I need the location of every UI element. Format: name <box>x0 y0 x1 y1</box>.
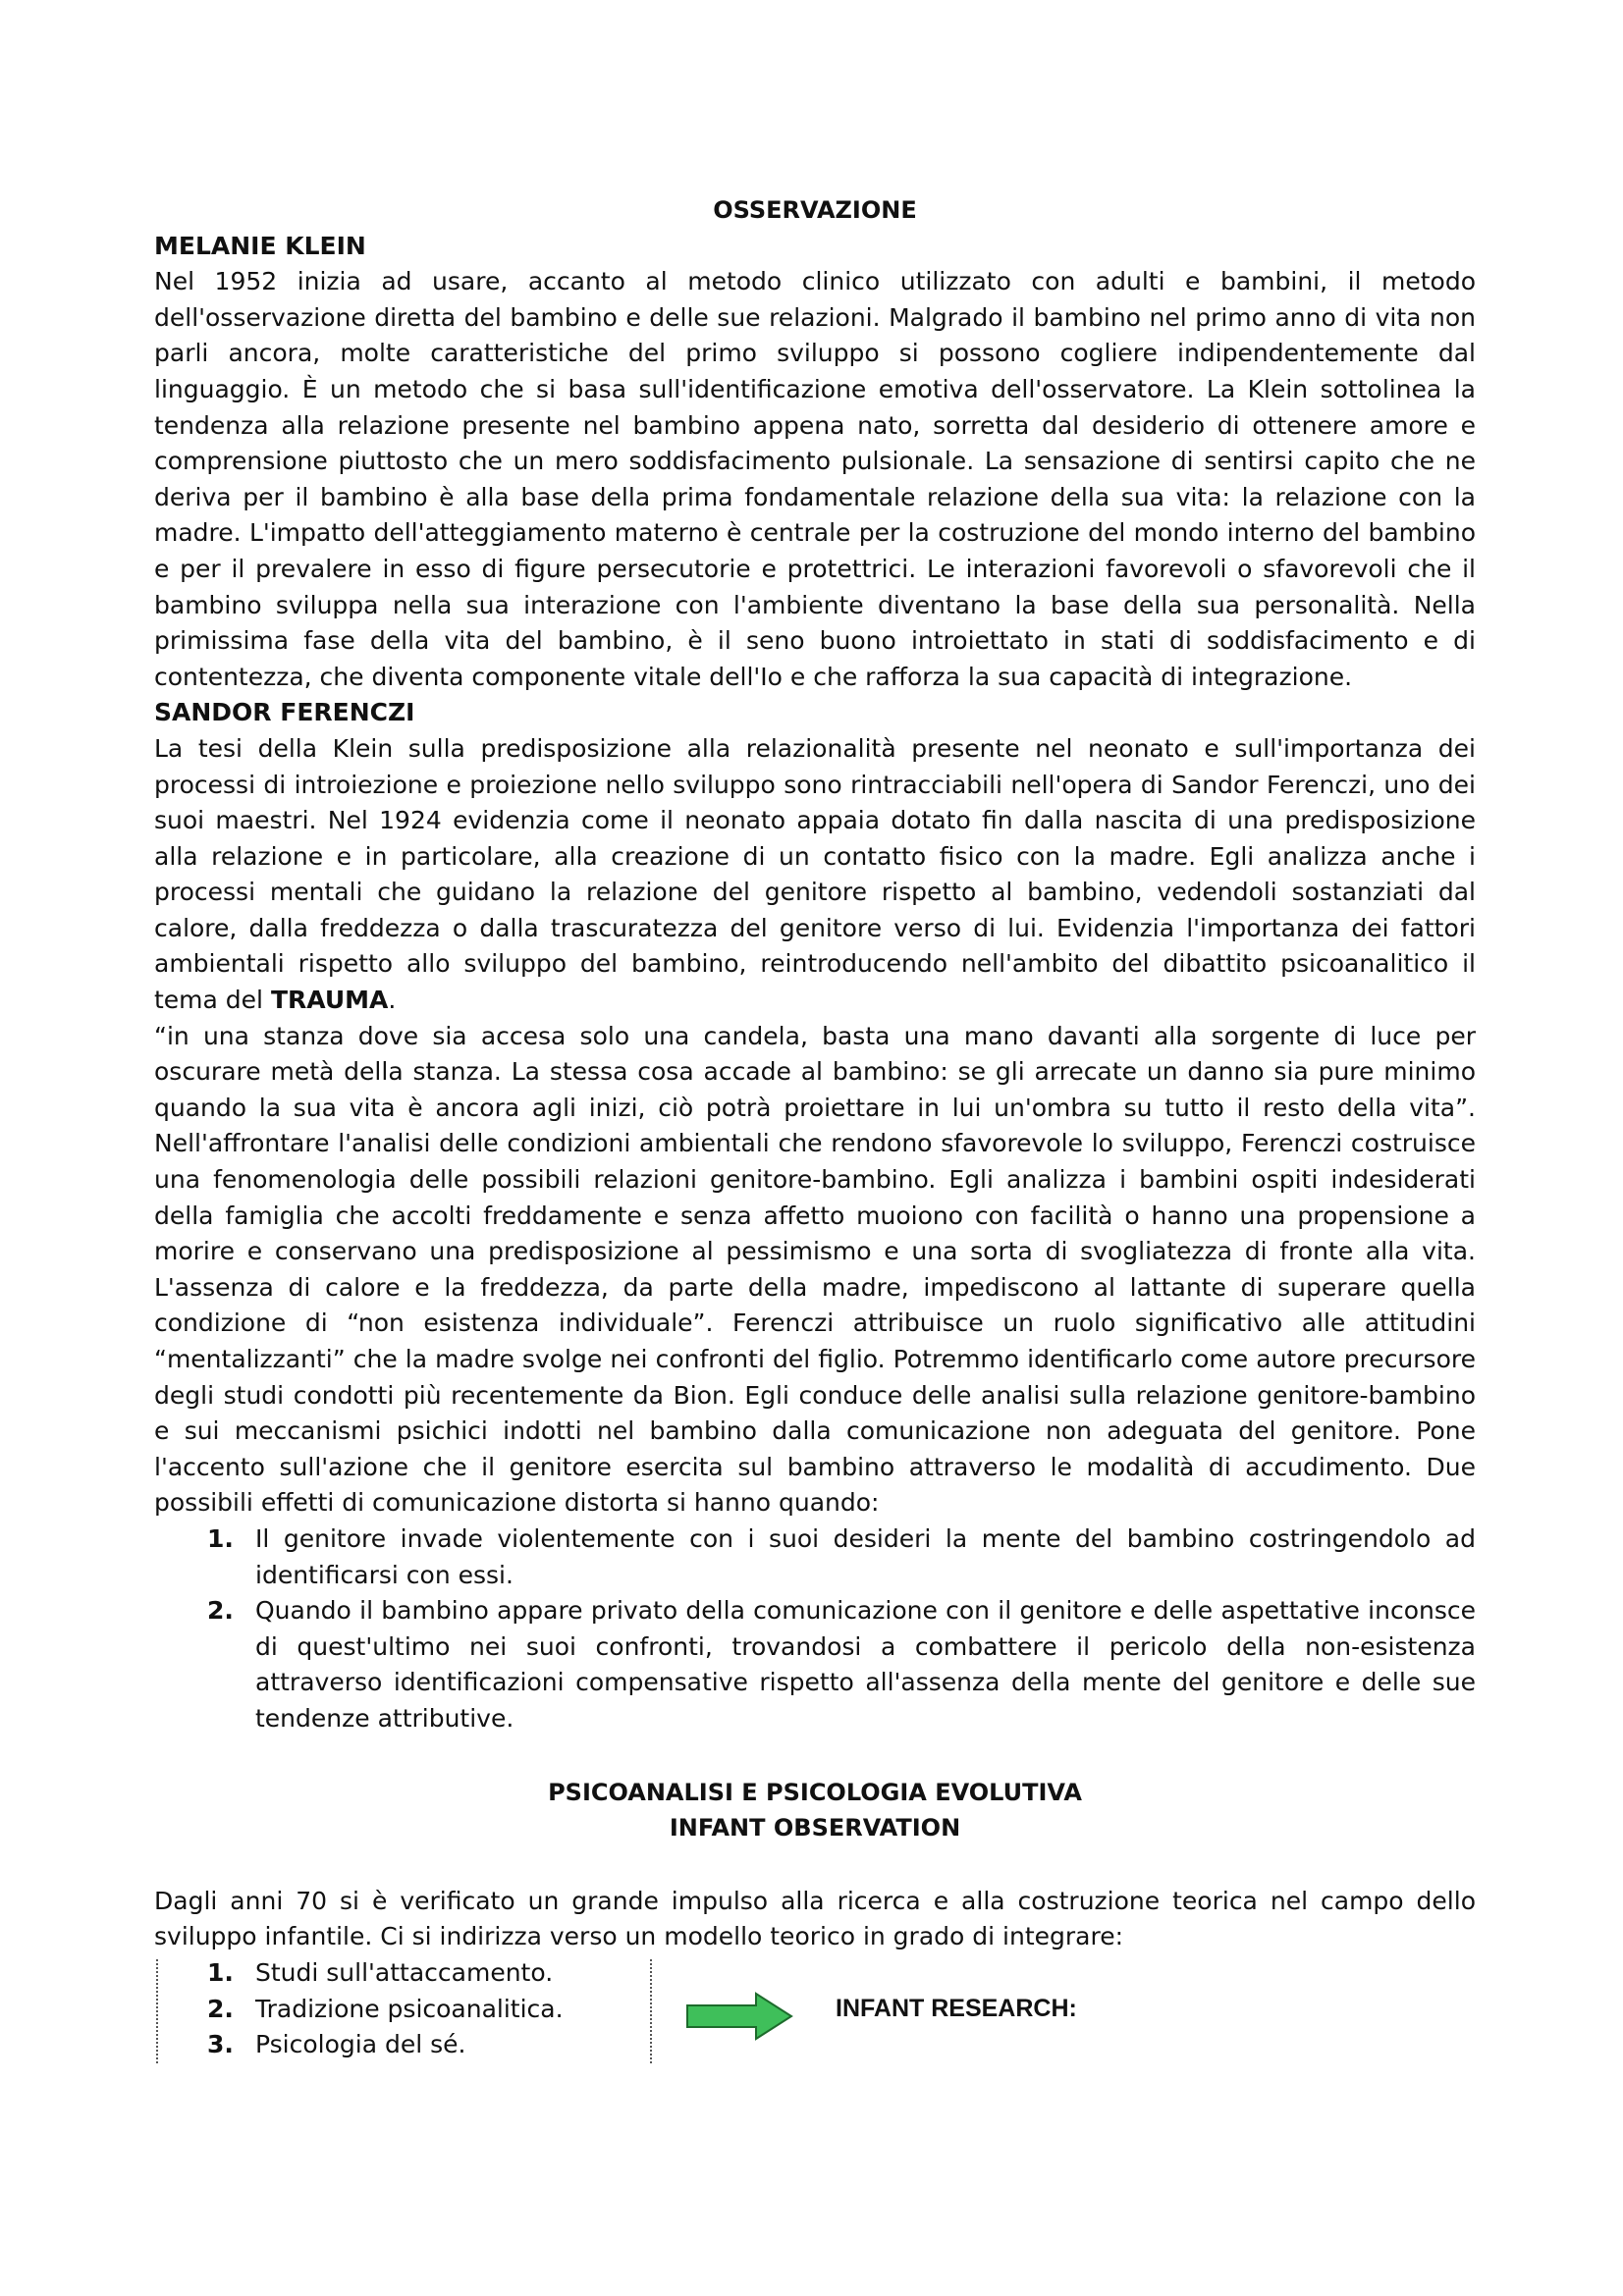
ferenczi-paragraph <box>154 731 1476 1019</box>
section2-subtitle: INFANT OBSERVATION <box>669 1814 961 1842</box>
list-item <box>154 1593 1476 1736</box>
section2-title: PSICOANALISI E PSICOLOGIA EVOLUTIVA <box>548 1778 1082 1806</box>
page-content <box>154 192 1476 2073</box>
klein-paragraph: Nel 1952 inizia ad usare, accanto al metodo clinico utilizzato con adulti e bambini, il metodo dell'osservazione diretta del bambino e delle sue relazioni. Malgrado il bambino nel primo anno di vita non parli ancora, molte caratteristiche del primo sviluppo si possono cogliere indipendentemente dal linguaggio. È un metodo che si basa sull'identificazione emotiva dell'osservatore. La Klein sottolinea la tendenza alla relazione presente nel bambino appena nato, sorretta dal desiderio di ottenere amore e comprensione piuttosto che un mero soddisfacimento pulsionale. La sensazione di sentirsi capito che ne deriva per il bambino è alla base della prima fondamentale relazione della sua vita: la relazione con la madre. L'impatto dell'atteggiamento materno è centrale per la costruzione del mondo interno del bambino e per il prevalere in esso di figure persecutorie e protettrici. Le interazioni favorevoli o sfavorevoli che il bambino sviluppa nella sua interazione con l'ambiente diventano la base della sua personalità. Nella primissima fase della vita del bambino, è il seno buono introiettato in stati di soddisfacimento e di contentezza, che diventa componente vitale dell'Io e che rafforza la sua capacità di integrazione. <box>154 267 1476 691</box>
list-number: 1. <box>207 1957 234 1987</box>
ferenczi-text-before: La tesi della Klein sulla predisposizione alla relazionalità presente nel neonato e sull'importanza dei processi di introiezione e proiezione nello sviluppo sono rintracciabili nell'opera di Sandor Ferenczi, uno dei suoi maestri. Nel 1924 evidenzia come il neonato appaia dotato fin dalla nascita di una predisposizione alla relazione e in particolare, alla creazione di un contatto fisico con la madre. Egli analizza anche i processi mentali che guidano la relazione del genitore rispetto al bambino, vedendoli sostanziati dal calore, dalla freddezza o dalla trascuratezza del genitore verso di lui. Evidenzia l'importanza dei fattori ambientali rispetto allo sviluppo del bambino, reintroducendo nell'ambito del dibattito psicoanalitico il tema del <box>154 733 1476 1015</box>
dotted-divider-right <box>650 1959 652 2063</box>
integration-diagram <box>154 1955 1476 2073</box>
ferenczi-text-after: . <box>388 986 397 1015</box>
right-arrow-icon <box>685 1992 793 2041</box>
ferenczi-heading: SANDOR FERENCZI <box>154 698 415 727</box>
list-item <box>154 1992 650 2028</box>
list-item <box>154 1522 1476 1593</box>
list-item-text: Studi sull'attaccamento. <box>255 1957 554 1987</box>
list-item-text: Tradizione psicoanalitica. <box>255 1994 564 2023</box>
trauma-keyword: TRAUMA <box>270 986 389 1015</box>
list-item <box>154 2027 650 2063</box>
page-title: OSSERVAZIONE <box>713 196 917 224</box>
ferenczi-quote-paragraph: “in una stanza dove sia accesa solo una candela, basta una mano davanti alla sorgente di luce per oscurare metà della stanza. La stessa cosa accade al bambino: se gli arrecate un danno sia pure minimo quando la sua vita è ancora agli inizi, ciò potrà proiettare in lui un'ombra su tutto il resto della vita”. Nell'affrontare l'analisi delle condizioni ambientali che rendono sfavorevole lo sviluppo, Ferenczi costruisce una fenomenologia delle possibili relazioni genitore-bambino. Egli analizza i bambini ospiti indesiderati della famiglia che accolti freddamente e senza affetto muoiono con facilità o hanno una propensione a morire e conservano una predisposizione al pessimismo e una sorta di svogliatezza di fronte alla vita. L'assenza di calore e la freddezza, da parte della madre, impediscono al lattante di superare quella condizione di “non esistenza individuale”. Ferenczi attribuisce un ruolo significativo alle attitudini “mentalizzanti” che la madre svolge nei confronti del figlio. Potremmo identificarlo come autore precursore degli studi condotti più recentemente da Bion. Egli conduce delle analisi sulla relazione genitore-bambino e sui meccanismi psichici indotti nel bambino dalla comunicazione non adeguata del genitore. Pone l'accento sull'azione che il genitore esercita sul bambino attraverso le modalità di accudimento. Due possibili effetti di comunicazione distorta si hanno quando: <box>154 1021 1476 1518</box>
list-number: 2. <box>207 1994 234 2023</box>
list-number: 2. <box>207 1596 234 1626</box>
list-item <box>154 1955 650 1992</box>
ferenczi-list <box>154 1522 1476 1737</box>
integration-list <box>154 1955 650 2063</box>
section2-paragraph: Dagli anni 70 si è verificato un grande impulso alla ricerca e alla costruzione teorica nel campo dello sviluppo infantile. Ci si indirizza verso un modello teorico in grado di integrare: <box>154 1886 1476 1951</box>
list-item-text: Psicologia del sé. <box>255 2030 466 2059</box>
klein-heading: MELANIE KLEIN <box>154 231 366 260</box>
list-number: 1. <box>207 1523 234 1553</box>
list-item-text: Il genitore invade violentemente con i suoi desideri la mente del bambino costringendolo ad identificarsi con essi. <box>255 1523 1476 1589</box>
section-gap <box>154 1846 1476 1884</box>
infant-research-label: INFANT RESEARCH: <box>836 1994 1077 2022</box>
list-number: 3. <box>207 2030 234 2059</box>
section-gap <box>154 1737 1476 1775</box>
list-item-text: Quando il bambino appare privato della comunicazione con il genitore e delle aspettative inconsce di quest'ultimo nei suoi confronti, trovandosi a combattere il pericolo della non-esistenza attraverso identificazioni compensative rispetto all'assenza della mente del genitore e delle sue tendenze attributive. <box>255 1596 1476 1733</box>
